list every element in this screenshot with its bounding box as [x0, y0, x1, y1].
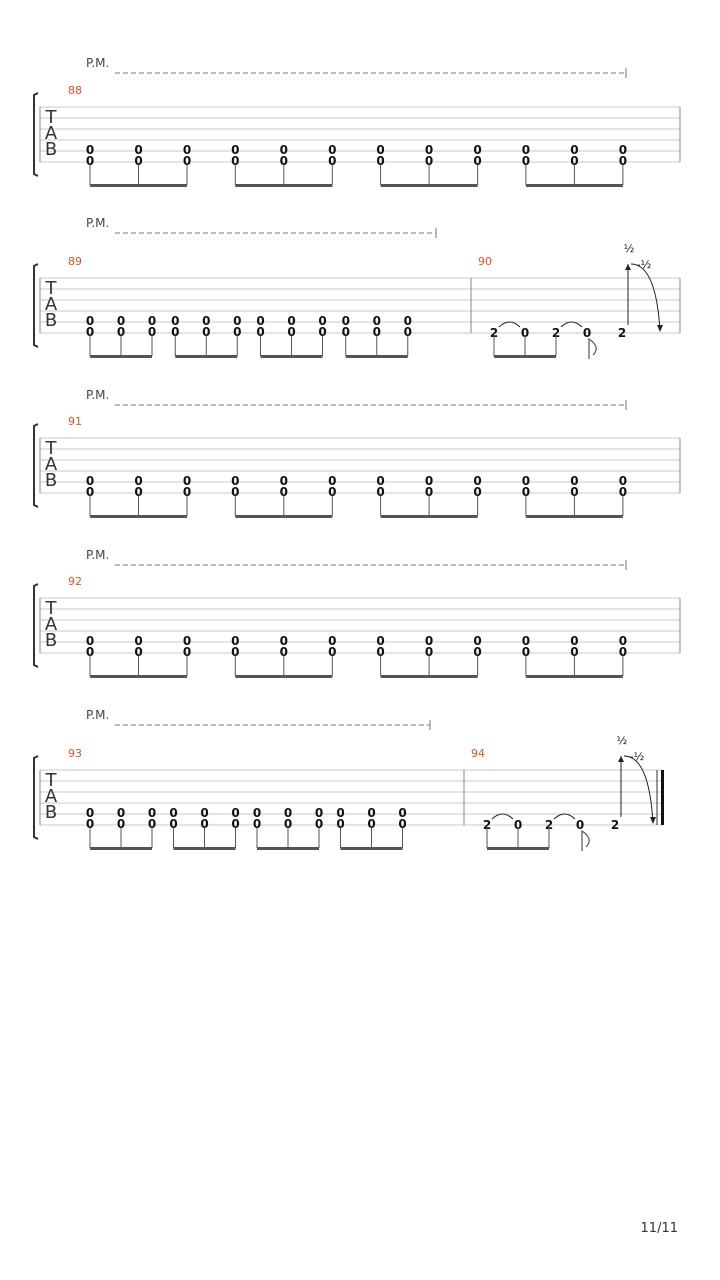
fret-number: 0	[424, 474, 434, 488]
bend-up-arrowhead	[618, 756, 624, 762]
fret-number: 0	[182, 143, 192, 157]
bar-number: 91	[68, 415, 82, 428]
note-chord	[134, 634, 142, 676]
fret-number: 0	[85, 474, 95, 488]
fret-number: 0	[618, 645, 628, 659]
note-chord	[522, 634, 530, 676]
fret-number: 0	[570, 474, 579, 488]
fret-number: 0	[336, 817, 345, 831]
note-chord	[398, 806, 406, 848]
note-chord	[367, 806, 375, 848]
bend-release-arrowhead	[650, 817, 656, 824]
fret-number: 0	[521, 154, 531, 168]
fret-number: 0	[85, 154, 95, 168]
tab-clef-letter: T	[45, 770, 57, 791]
note-chord	[253, 806, 261, 848]
bend-release-label: -½	[636, 258, 652, 271]
fret-number: 0	[513, 818, 523, 832]
fret-number: 0	[424, 645, 434, 659]
slur	[561, 322, 582, 327]
note-chord	[231, 634, 239, 676]
fret-number: 0	[283, 817, 293, 831]
fret-number: 0	[171, 325, 180, 339]
tab-system	[34, 216, 680, 359]
note-chord	[522, 143, 530, 185]
palm-mute-marking	[86, 56, 626, 78]
fret-number: 0	[521, 634, 531, 648]
fret-number: 0	[582, 326, 592, 340]
tab-clef-letter: B	[44, 139, 58, 160]
beam	[235, 675, 332, 678]
tab-clef-letter: T	[45, 107, 57, 128]
fret-number: 0	[372, 325, 381, 339]
note-chord	[200, 806, 208, 848]
note-chord	[183, 143, 191, 185]
fret-number: 0	[618, 143, 628, 157]
note-chord	[425, 143, 433, 185]
note-chord	[425, 634, 433, 676]
fret-number: 0	[147, 806, 157, 820]
final-barline-thick	[661, 770, 664, 825]
fret-number: 0	[200, 817, 209, 831]
fret-number: 0	[328, 143, 337, 157]
beam	[175, 355, 237, 358]
fret-number: 0	[85, 314, 95, 328]
fret-number: 0	[618, 634, 628, 648]
tab-system	[34, 708, 664, 851]
palm-mute-marking	[86, 216, 436, 238]
palm-mute-label: P.M.	[86, 388, 110, 402]
note-chord	[280, 474, 288, 516]
fret-number: 0	[570, 143, 579, 157]
fret-number: 0	[424, 634, 434, 648]
note-chord	[376, 474, 384, 516]
fret-number: 0	[520, 326, 530, 340]
fret-number: 2	[544, 818, 554, 832]
tab-clef-letter: A	[44, 123, 58, 144]
note-chord	[315, 806, 323, 848]
bar-93	[68, 747, 407, 850]
fret-number: 0	[171, 314, 180, 328]
fret-number: 0	[252, 817, 262, 831]
bar-89	[68, 255, 412, 358]
fret-number: 0	[473, 485, 482, 499]
fret-number: 2	[610, 818, 620, 832]
fret-number: 0	[279, 485, 288, 499]
fret-number: 0	[147, 817, 157, 831]
beam	[90, 847, 152, 850]
fret-number: 0	[231, 817, 240, 831]
fret-number: 0	[398, 817, 407, 831]
note-chord	[202, 314, 210, 356]
beam	[235, 184, 332, 187]
fret-number: 0	[85, 645, 95, 659]
note-chord	[619, 474, 627, 516]
system-bracket	[34, 584, 38, 667]
fret-number: 0	[341, 314, 350, 328]
tab-clef-letter: A	[44, 614, 58, 635]
beam	[346, 355, 408, 358]
fret-number: 0	[570, 154, 579, 168]
bend-release-curve	[624, 756, 653, 823]
fret-number: 0	[328, 634, 337, 648]
palm-mute-marking	[86, 388, 626, 410]
slur	[554, 814, 575, 819]
fret-number: 0	[570, 645, 579, 659]
note-chord	[376, 634, 384, 676]
note-chord	[619, 634, 627, 676]
palm-mute-label: P.M.	[86, 708, 110, 722]
note-chord	[256, 314, 264, 356]
fret-number: 0	[570, 485, 579, 499]
tab-clef-letter: B	[44, 470, 58, 491]
fret-number: 2	[482, 818, 492, 832]
fret-number: 0	[287, 325, 296, 339]
system-bracket	[34, 424, 38, 507]
fret-number: 0	[116, 325, 126, 339]
fret-number: 0	[116, 806, 126, 820]
fret-number: 0	[521, 645, 531, 659]
beam	[90, 184, 187, 187]
fret-number: 0	[279, 634, 288, 648]
fret-number: 0	[372, 314, 381, 328]
fret-number: 0	[85, 485, 95, 499]
note-chord	[233, 314, 241, 356]
note-chord	[231, 474, 239, 516]
fret-number: 0	[256, 314, 265, 328]
note-chord	[570, 474, 578, 516]
beam	[381, 184, 478, 187]
tab-clef-letter: T	[45, 278, 57, 299]
flagged-stem	[589, 339, 596, 359]
tab-clef-letter: A	[44, 454, 58, 475]
note-chord	[342, 314, 350, 356]
fret-number: 0	[85, 634, 95, 648]
bar-number: 92	[68, 575, 82, 588]
note-chord	[318, 314, 326, 356]
fret-number: 0	[231, 474, 240, 488]
bar-number: 88	[68, 84, 82, 97]
fret-number: 0	[521, 485, 531, 499]
note-chord	[183, 634, 191, 676]
fret-number: 0	[287, 314, 296, 328]
note-chord	[148, 806, 156, 848]
fret-number: 0	[336, 806, 345, 820]
beam	[381, 675, 478, 678]
fret-number: 0	[618, 154, 628, 168]
palm-mute-label: P.M.	[86, 548, 110, 562]
bar-number: 93	[68, 747, 82, 760]
note-chord	[336, 806, 344, 848]
fret-number: 0	[367, 806, 376, 820]
fret-number: 0	[85, 817, 95, 831]
fret-number: 0	[202, 314, 211, 328]
fret-number: 0	[252, 806, 262, 820]
fret-number: 0	[134, 154, 143, 168]
bar-number: 89	[68, 255, 82, 268]
note-chord	[328, 634, 336, 676]
note-chord	[86, 806, 94, 848]
fret-number: 0	[256, 325, 265, 339]
beam	[90, 675, 187, 678]
palm-mute-label: P.M.	[86, 56, 110, 70]
fret-number: 0	[134, 485, 143, 499]
fret-number: 0	[147, 314, 157, 328]
note-chord	[171, 314, 179, 356]
fret-number: 0	[279, 154, 288, 168]
note-chord	[86, 634, 94, 676]
fret-number: 0	[279, 645, 288, 659]
fret-number: 0	[424, 485, 434, 499]
slur	[499, 322, 520, 327]
note-chord	[148, 314, 156, 356]
note-chord	[376, 143, 384, 185]
fret-number: 0	[376, 485, 385, 499]
fret-number: 0	[134, 645, 143, 659]
note-chord	[231, 143, 239, 185]
fret-number: 0	[367, 817, 376, 831]
note-chord	[86, 143, 94, 185]
tab-system	[34, 548, 680, 678]
fret-number: 0	[424, 154, 434, 168]
fret-number: 0	[116, 314, 126, 328]
bend-release-arrowhead	[657, 325, 663, 332]
fret-number: 0	[182, 474, 192, 488]
fret-number: 0	[314, 817, 324, 831]
fret-number: 0	[328, 154, 337, 168]
note-chord	[280, 634, 288, 676]
fret-number: 0	[200, 806, 209, 820]
flagged-stem	[582, 831, 589, 851]
note-chord	[570, 634, 578, 676]
fret-number: 0	[233, 325, 242, 339]
fret-number: 0	[85, 143, 95, 157]
tab-clef-letter: B	[44, 630, 58, 651]
fret-number: 2	[617, 326, 627, 340]
palm-mute-label: P.M.	[86, 216, 110, 230]
slur	[492, 814, 513, 819]
beam	[341, 847, 403, 850]
fret-number: 0	[618, 474, 628, 488]
note-chord	[328, 143, 336, 185]
note-chord	[231, 806, 239, 848]
fret-number: 0	[376, 634, 385, 648]
note-chord	[425, 474, 433, 516]
fret-number: 0	[328, 645, 337, 659]
fret-number: 0	[328, 485, 337, 499]
beam	[90, 515, 187, 518]
system-bracket	[34, 93, 38, 176]
fret-number: 0	[376, 645, 385, 659]
fret-number: 0	[182, 645, 192, 659]
fret-number: 0	[85, 806, 95, 820]
fret-number: 2	[489, 326, 499, 340]
fret-number: 0	[134, 143, 143, 157]
palm-mute-marking	[86, 708, 430, 730]
fret-number: 0	[328, 474, 337, 488]
note-chord	[570, 143, 578, 185]
fret-number: 0	[403, 325, 412, 339]
fret-number: 0	[473, 634, 482, 648]
fret-number: 0	[283, 806, 293, 820]
tab-clef-letter: A	[44, 786, 58, 807]
fret-number: 0	[570, 634, 579, 648]
note-chord	[287, 314, 295, 356]
bend-release-label: -½	[629, 750, 645, 763]
fret-number: 0	[147, 325, 157, 339]
note-chord	[169, 806, 177, 848]
fret-number: 0	[473, 154, 482, 168]
fret-number: 0	[314, 806, 324, 820]
fret-number: 0	[134, 474, 143, 488]
beam	[526, 184, 623, 187]
fret-number: 0	[341, 325, 350, 339]
bar-number: 94	[471, 747, 485, 760]
fret-number: 0	[403, 314, 412, 328]
bar-88	[68, 84, 627, 187]
note-chord	[328, 474, 336, 516]
note-chord	[117, 314, 125, 356]
fret-number: 0	[182, 154, 192, 168]
note-chord	[473, 634, 481, 676]
tab-clef-letter: T	[45, 438, 57, 459]
tab-clef-letter: B	[44, 310, 58, 331]
note-chord	[280, 143, 288, 185]
note-chord	[134, 474, 142, 516]
beam	[487, 847, 549, 850]
note-chord	[619, 143, 627, 185]
fret-number: 0	[233, 314, 242, 328]
beam	[526, 515, 623, 518]
fret-number: 0	[85, 325, 95, 339]
note-chord	[373, 314, 381, 356]
note-chord	[522, 474, 530, 516]
note-chord	[86, 314, 94, 356]
fret-number: 0	[231, 485, 240, 499]
beam	[494, 355, 556, 358]
fret-number: 0	[279, 143, 288, 157]
system-bracket	[34, 264, 38, 347]
fret-number: 0	[318, 314, 327, 328]
bend-release-curve	[631, 264, 660, 331]
note-chord	[284, 806, 292, 848]
note-chord	[473, 474, 481, 516]
fret-number: 0	[169, 817, 178, 831]
fret-number: 0	[473, 474, 482, 488]
fret-number: 0	[182, 634, 192, 648]
bar-92	[68, 575, 627, 678]
fret-number: 0	[231, 634, 240, 648]
system-bracket	[34, 756, 38, 839]
beam	[174, 847, 236, 850]
fret-number: 0	[521, 474, 531, 488]
note-chord	[404, 314, 412, 356]
note-chord	[86, 474, 94, 516]
beam	[381, 515, 478, 518]
fret-number: 0	[376, 474, 385, 488]
page-number: 11/11	[640, 1221, 678, 1236]
fret-number: 0	[398, 806, 407, 820]
fret-number: 0	[231, 806, 240, 820]
fret-number: 0	[618, 485, 628, 499]
tab-clef-letter: B	[44, 802, 58, 823]
fret-number: 0	[116, 817, 126, 831]
bar-91	[68, 415, 627, 518]
note-chord	[183, 474, 191, 516]
fret-number: 0	[575, 818, 585, 832]
bar-number: 90	[478, 255, 492, 268]
bend-amount-label: ½	[616, 734, 628, 747]
beam	[235, 515, 332, 518]
beam	[526, 675, 623, 678]
note-chord	[473, 143, 481, 185]
fret-number: 0	[134, 634, 143, 648]
fret-number: 0	[169, 806, 178, 820]
tab-system	[34, 56, 680, 187]
fret-number: 0	[182, 485, 192, 499]
fret-number: 0	[202, 325, 211, 339]
tab-system	[34, 388, 680, 518]
tab-clef-letter: T	[45, 598, 57, 619]
fret-number: 0	[231, 645, 240, 659]
tab-clef-letter: A	[44, 294, 58, 315]
palm-mute-marking	[86, 548, 626, 570]
fret-number: 0	[521, 143, 531, 157]
bend-up-arrowhead	[625, 264, 631, 270]
fret-number: 0	[376, 154, 385, 168]
fret-number: 2	[551, 326, 561, 340]
fret-number: 0	[376, 143, 385, 157]
fret-number: 0	[231, 154, 240, 168]
beam	[90, 355, 152, 358]
fret-number: 0	[424, 143, 434, 157]
note-chord	[134, 143, 142, 185]
beam	[257, 847, 319, 850]
fret-number: 0	[231, 143, 240, 157]
fret-number: 0	[473, 143, 482, 157]
fret-number: 0	[473, 645, 482, 659]
beam	[261, 355, 323, 358]
fret-number: 0	[318, 325, 327, 339]
note-chord	[117, 806, 125, 848]
fret-number: 0	[279, 474, 288, 488]
bend-amount-label: ½	[623, 242, 635, 255]
